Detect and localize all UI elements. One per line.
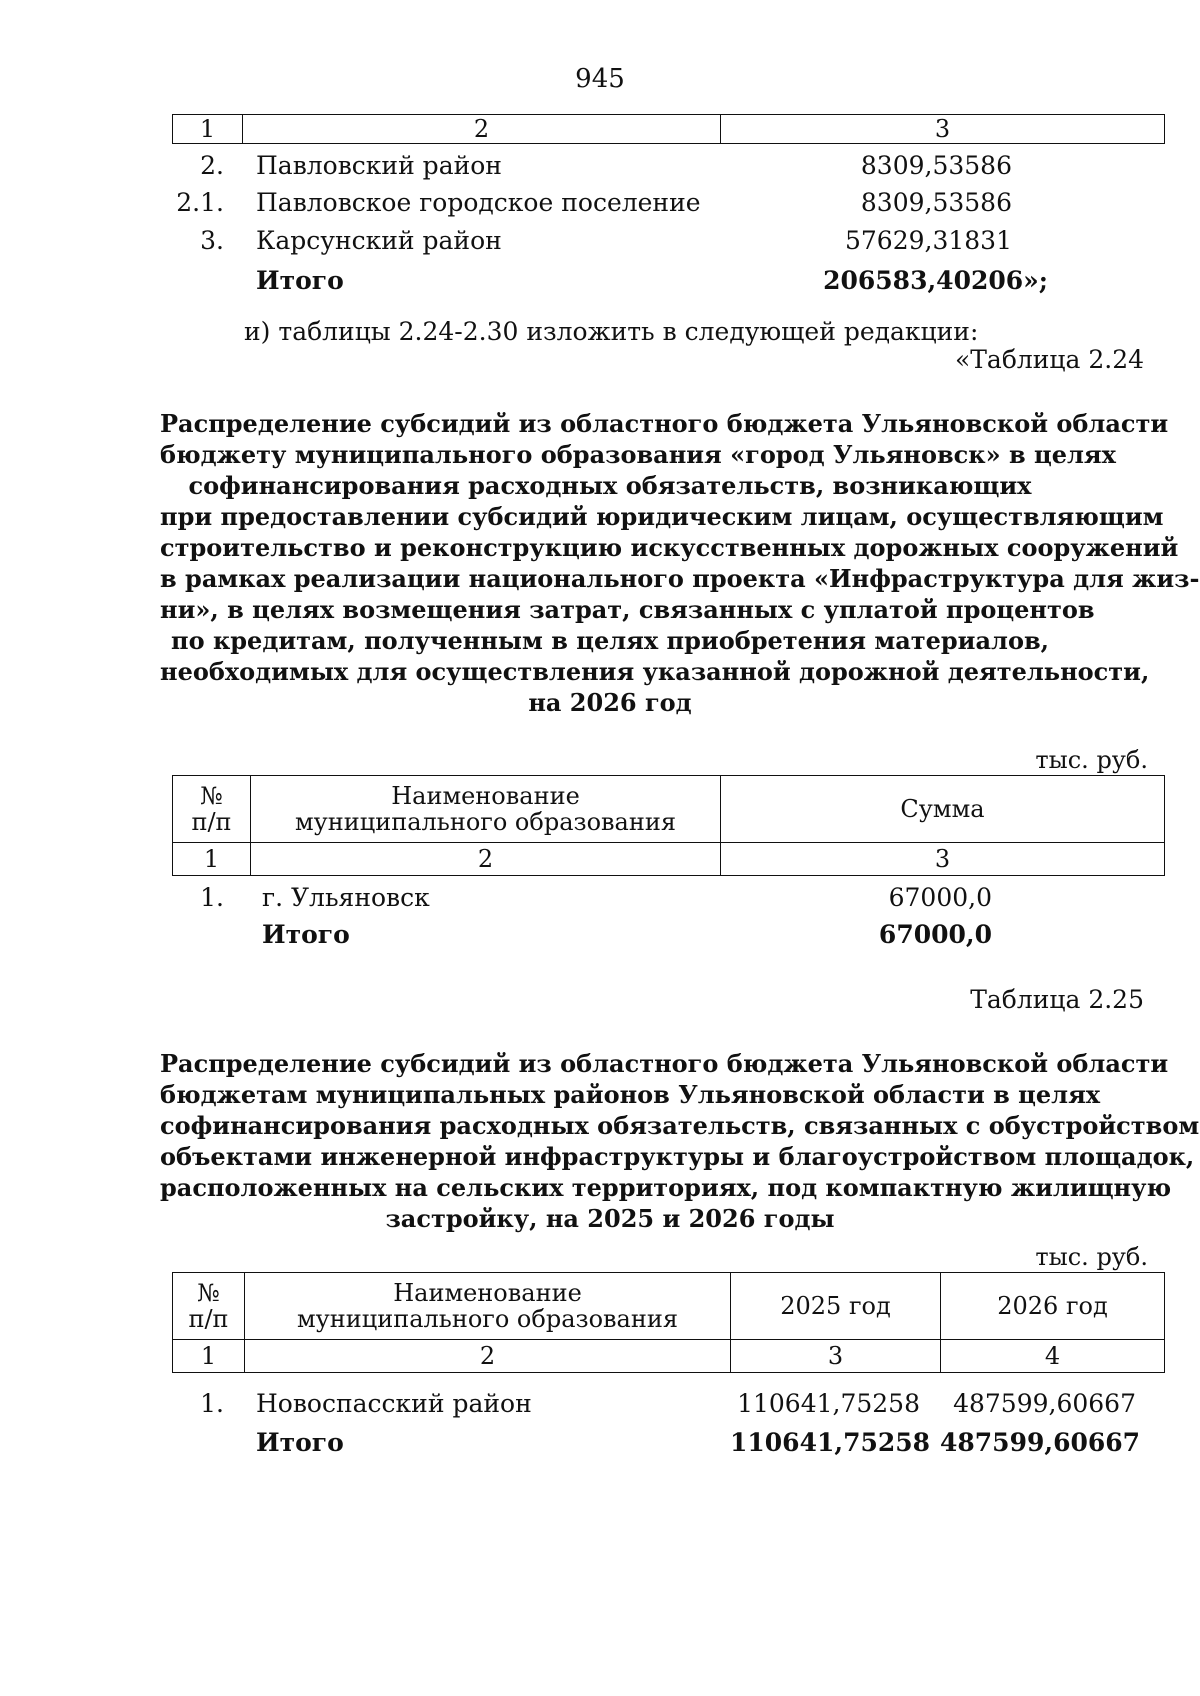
row-2025: 110641,75258 — [737, 1389, 920, 1418]
row-number: 2.1. — [176, 188, 224, 217]
header-2026: 2026 год — [941, 1273, 1165, 1340]
row-name: г. Ульяновск — [262, 883, 430, 912]
index-cell: 2 — [251, 843, 721, 876]
total-value: 67000,0 — [878, 920, 992, 949]
total-label: Итого — [256, 266, 344, 295]
title-line: бюджетам муниципальных районов Ульяновской области в целях — [160, 1080, 1101, 1109]
row-name: Новоспасский район — [256, 1389, 532, 1418]
title-line: необходимых для осуществления указанной дорожной деятельности, — [160, 657, 1150, 686]
instruction-text: и) таблицы 2.24-2.30 изложить в следующей редакции: — [244, 317, 979, 346]
row-sum: 8309,53586 — [860, 188, 1012, 217]
title-line: при предоставлении субсидий юридическим лицам, осуществляющим — [160, 502, 1164, 531]
title-line: на 2026 год — [528, 688, 692, 717]
title-line: Распределение субсидий из областного бюджета Ульяновской области — [160, 1049, 1169, 1078]
continued-table-header — [172, 114, 1165, 144]
index-cell: 3 — [731, 1340, 941, 1373]
units-label: тыс. руб. — [1035, 746, 1148, 774]
total-2025: 110641,75258 — [730, 1428, 931, 1457]
total-value: 206583,40206»; — [823, 266, 1048, 295]
title-line: строительство и реконструкцию искусственных дорожных сооружений — [160, 533, 1179, 562]
index-cell: 3 — [721, 843, 1165, 876]
title-line: ни», в целях возмещения затрат, связанных с уплатой процентов — [160, 595, 1095, 624]
total-label: Итого — [256, 1428, 344, 1457]
header-sum: Сумма — [721, 776, 1165, 843]
row-number: 2. — [200, 151, 224, 180]
table-2-24-header — [172, 775, 1165, 876]
header-2025: 2025 год — [731, 1273, 941, 1340]
row-number: 3. — [200, 226, 224, 255]
header-cell: 1 — [173, 115, 243, 144]
title-line: объектами инженерной инфраструктуры и благоустройством площадок, — [160, 1142, 1195, 1171]
table-2-25-label: Таблица 2.25 — [970, 985, 1144, 1014]
header-no: № п/п — [173, 1273, 245, 1340]
header-cell: 2 — [243, 115, 721, 144]
total-2026: 487599,60667 — [940, 1428, 1141, 1457]
units-label: тыс. руб. — [1035, 1243, 1148, 1271]
row-name: Карсунский район — [256, 226, 502, 255]
row-number: 1. — [200, 1389, 224, 1418]
row-number: 1. — [200, 883, 224, 912]
index-cell: 1 — [173, 1340, 245, 1373]
index-cell: 4 — [941, 1340, 1165, 1373]
row-2026: 487599,60667 — [953, 1389, 1136, 1418]
row-sum: 67000,0 — [888, 883, 992, 912]
row-name: Павловский район — [256, 151, 502, 180]
row-sum: 8309,53586 — [860, 151, 1012, 180]
title-line: по кредитам, полученным в целях приобретения материалов, — [171, 626, 1049, 655]
row-sum: 57629,31831 — [844, 226, 1012, 255]
title-line: бюджету муниципального образования «город Ульяновск» в целях — [160, 440, 1116, 469]
header-no: № п/п — [173, 776, 251, 843]
title-line: застройку, на 2025 и 2026 годы — [385, 1204, 835, 1233]
index-cell: 2 — [245, 1340, 731, 1373]
total-label: Итого — [262, 920, 350, 949]
row-name: Павловское городское поселение — [256, 188, 701, 217]
index-cell: 1 — [173, 843, 251, 876]
header-name: Наименование муниципального образования — [251, 776, 721, 843]
table-2-24-title — [160, 408, 1200, 718]
title-line: расположенных на сельских территориях, под компактную жилищную — [160, 1173, 1172, 1202]
table-2-24-label: «Таблица 2.24 — [954, 345, 1144, 374]
title-line: софинансирования расходных обязательств, связанных с обустройством — [160, 1111, 1200, 1140]
page-number: 945 — [575, 64, 625, 94]
table-2-25-header — [172, 1272, 1165, 1373]
title-line: софинансирования расходных обязательств, возникающих — [188, 471, 1032, 500]
table-2-25-title — [160, 1048, 1200, 1234]
title-line: Распределение субсидий из областного бюджета Ульяновской области — [160, 409, 1169, 438]
header-name: Наименование муниципального образования — [245, 1273, 731, 1340]
title-line: в рамках реализации национального проекта «Инфраструктура для жиз- — [160, 564, 1200, 593]
header-cell: 3 — [721, 115, 1165, 144]
